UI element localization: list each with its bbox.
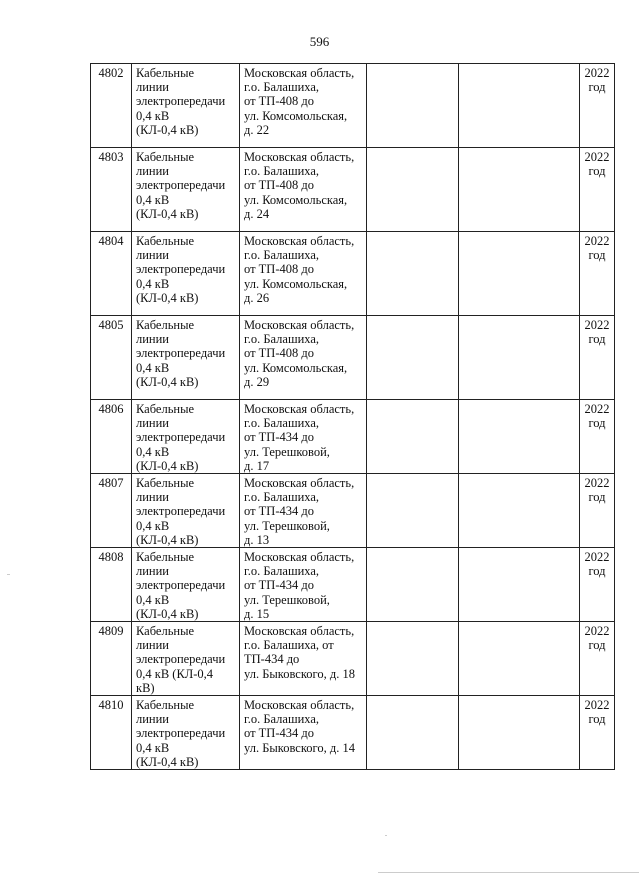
table-row <box>91 64 615 148</box>
year-cell-line: год <box>588 712 606 727</box>
object-name-cell-line: Кабельные <box>136 476 195 491</box>
table-row <box>91 548 615 622</box>
object-name-cell-line: (КЛ-0,4 кВ) <box>136 458 199 473</box>
year-cell-line: 2022 <box>584 550 610 565</box>
row-number-cell: 4805 <box>91 316 132 400</box>
empty-cell <box>459 64 580 148</box>
object-name-cell-line: электропередачи <box>136 94 226 109</box>
address-cell-line: ул. Комсомольская, <box>244 108 348 123</box>
address-cell-line: от ТП-434 до <box>244 726 314 741</box>
year-cell-line: 2022 <box>584 624 610 639</box>
empty-cell <box>459 316 580 400</box>
scan-artifact-dot <box>385 835 387 836</box>
object-name-cell-line: (КЛ-0,4 кВ) <box>136 122 199 137</box>
year-cell <box>580 548 615 622</box>
object-name-cell-line: (КЛ-0,4 кВ) <box>136 606 199 621</box>
year-cell-line: 2022 <box>584 66 610 80</box>
year-cell <box>580 232 615 316</box>
object-name-cell-line: линии <box>136 332 169 347</box>
empty-cell <box>459 696 580 770</box>
object-name-cell-line: Кабельные <box>136 234 195 248</box>
scan-artifact-line <box>378 872 639 873</box>
address-cell-line: ул. Комсомольская, <box>244 192 348 207</box>
empty-cell <box>459 148 580 232</box>
object-name-cell-line: электропередачи <box>136 578 226 593</box>
object-name-cell-line: линии <box>136 248 169 263</box>
object-name-cell-line: линии <box>136 712 169 727</box>
empty-cell <box>459 548 580 622</box>
object-name-cell-line: электропередачи <box>136 504 226 519</box>
object-name-cell-line: линии <box>136 80 169 95</box>
address-cell <box>240 548 367 622</box>
address-cell <box>240 232 367 316</box>
address-cell-line: г.о. Балашиха, <box>244 564 320 579</box>
year-cell-line: 2022 <box>584 476 610 491</box>
row-number-cell: 4809 <box>91 622 132 696</box>
empty-cell <box>367 548 459 622</box>
address-cell-line: д. 26 <box>244 290 270 305</box>
object-name-cell <box>132 696 240 770</box>
table-row <box>91 148 615 232</box>
object-name-cell-line: Кабельные <box>136 66 195 80</box>
row-number-cell: 4806 <box>91 400 132 474</box>
year-cell-line: 2022 <box>584 318 610 332</box>
year-cell-line: год <box>588 638 606 653</box>
object-name-cell-line: 0,4 кВ <box>136 108 170 123</box>
page-number: 596 <box>309 34 330 49</box>
year-cell <box>580 622 615 696</box>
address-cell-line: Московская область, <box>244 476 355 491</box>
address-cell-line: ул. Комсомольская, <box>244 360 348 375</box>
table-row <box>91 400 615 474</box>
object-name-cell-line: электропередачи <box>136 430 226 445</box>
address-cell-line: Московская область, <box>244 624 355 639</box>
scan-artifact-dot <box>7 574 10 575</box>
address-cell-line: ул. Быковского, д. 18 <box>244 666 355 681</box>
table-row <box>91 474 615 548</box>
address-cell-line: Московская область, <box>244 402 355 416</box>
address-cell <box>240 696 367 770</box>
object-name-cell-line: (КЛ-0,4 кВ) <box>136 754 199 769</box>
address-cell-line: г.о. Балашиха, <box>244 416 320 431</box>
address-cell-line: от ТП-408 до <box>244 178 314 193</box>
object-name-cell-line: (КЛ-0,4 кВ) <box>136 374 199 389</box>
address-cell-line: от ТП-434 до <box>244 504 314 519</box>
empty-cell <box>367 64 459 148</box>
year-cell-line: 2022 <box>584 402 610 416</box>
address-cell-line: Московская область, <box>244 150 355 164</box>
row-number-cell: 4808 <box>91 548 132 622</box>
address-cell-line: ул. Быковского, д. 14 <box>244 740 355 755</box>
object-name-cell-line: электропередачи <box>136 726 226 741</box>
row-number-cell: 4810 <box>91 696 132 770</box>
object-name-cell-line: электропередачи <box>136 178 226 193</box>
object-name-cell-line: линии <box>136 416 169 431</box>
object-name-cell-line: 0,4 кВ <box>136 592 170 607</box>
object-name-cell-line: 0,4 кВ <box>136 518 170 533</box>
object-name-cell-line: (КЛ-0,4 кВ) <box>136 290 199 305</box>
address-cell-line: г.о. Балашиха, от <box>244 638 334 653</box>
address-cell-line: Московская область, <box>244 66 355 80</box>
address-cell-line: г.о. Балашиха, <box>244 248 320 263</box>
address-cell <box>240 64 367 148</box>
year-cell-line: год <box>588 490 606 505</box>
object-name-cell-line: линии <box>136 164 169 179</box>
object-name-cell-line: Кабельные <box>136 318 195 332</box>
row-number-cell: 4804 <box>91 232 132 316</box>
table-row <box>91 316 615 400</box>
year-cell-line: год <box>588 164 606 179</box>
year-cell-line: 2022 <box>584 234 610 248</box>
year-cell-line: год <box>588 80 606 95</box>
address-cell <box>240 622 367 696</box>
year-cell <box>580 316 615 400</box>
address-cell-line: Московская область, <box>244 318 355 332</box>
address-cell-line: ул. Терешковой, <box>244 518 330 533</box>
year-cell <box>580 696 615 770</box>
address-cell-line: г.о. Балашиха, <box>244 332 320 347</box>
empty-cell <box>367 316 459 400</box>
registry-table-body <box>91 64 615 770</box>
address-cell-line: от ТП-408 до <box>244 262 314 277</box>
address-cell-line: г.о. Балашиха, <box>244 80 320 95</box>
object-name-cell-line: кВ) <box>136 680 155 695</box>
row-number-cell: 4803 <box>91 148 132 232</box>
object-name-cell-line: 0,4 кВ <box>136 444 170 459</box>
address-cell-line: Московская область, <box>244 550 355 565</box>
address-cell-line: г.о. Балашиха, <box>244 712 320 727</box>
address-cell-line: д. 15 <box>244 606 270 621</box>
object-name-cell-line: 0,4 кВ <box>136 740 170 755</box>
object-name-cell <box>132 148 240 232</box>
table-row <box>91 696 615 770</box>
object-name-cell <box>132 64 240 148</box>
object-name-cell-line: линии <box>136 564 169 579</box>
address-cell-line: от ТП-434 до <box>244 578 314 593</box>
object-name-cell-line: Кабельные <box>136 402 195 416</box>
object-name-cell-line: Кабельные <box>136 550 195 565</box>
row-number-cell: 4807 <box>91 474 132 548</box>
empty-cell <box>367 148 459 232</box>
object-name-cell-line: Кабельные <box>136 698 195 713</box>
address-cell-line: г.о. Балашиха, <box>244 490 320 505</box>
year-cell-line: год <box>588 564 606 579</box>
year-cell <box>580 148 615 232</box>
object-name-cell-line: 0,4 кВ <box>136 360 170 375</box>
year-cell <box>580 400 615 474</box>
year-cell <box>580 64 615 148</box>
object-name-cell-line: линии <box>136 490 169 505</box>
object-name-cell-line: электропередачи <box>136 652 226 667</box>
address-cell-line: ул. Терешковой, <box>244 592 330 607</box>
address-cell <box>240 316 367 400</box>
address-cell-line: г.о. Балашиха, <box>244 164 320 179</box>
empty-cell <box>367 232 459 316</box>
address-cell-line: Московская область, <box>244 234 355 248</box>
object-name-cell <box>132 622 240 696</box>
row-number-cell: 4802 <box>91 64 132 148</box>
address-cell-line: ТП-434 до <box>244 652 300 667</box>
object-name-cell-line: Кабельные <box>136 150 195 164</box>
address-cell-line: ул. Терешковой, <box>244 444 330 459</box>
year-cell-line: год <box>588 332 606 347</box>
address-cell-line: д. 17 <box>244 458 270 473</box>
object-name-cell-line: (КЛ-0,4 кВ) <box>136 532 199 547</box>
address-cell-line: д. 13 <box>244 532 270 547</box>
object-name-cell-line: (КЛ-0,4 кВ) <box>136 206 199 221</box>
empty-cell <box>459 474 580 548</box>
object-name-cell <box>132 474 240 548</box>
empty-cell <box>459 232 580 316</box>
object-name-cell-line: 0,4 кВ <box>136 192 170 207</box>
address-cell-line: от ТП-408 до <box>244 94 314 109</box>
table-row <box>91 232 615 316</box>
address-cell <box>240 400 367 474</box>
object-name-cell-line: Кабельные <box>136 624 195 639</box>
empty-cell <box>459 622 580 696</box>
address-cell-line: д. 24 <box>244 206 270 221</box>
object-name-cell <box>132 316 240 400</box>
year-cell-line: 2022 <box>584 150 610 164</box>
object-name-cell <box>132 232 240 316</box>
empty-cell <box>459 400 580 474</box>
year-cell-line: год <box>588 248 606 263</box>
address-cell-line: д. 22 <box>244 122 270 137</box>
registry-table <box>90 63 615 770</box>
object-name-cell <box>132 400 240 474</box>
empty-cell <box>367 400 459 474</box>
year-cell <box>580 474 615 548</box>
empty-cell <box>367 474 459 548</box>
object-name-cell-line: 0,4 кВ <box>136 276 170 291</box>
object-name-cell-line: 0,4 кВ (КЛ-0,4 <box>136 666 214 681</box>
address-cell-line: Московская область, <box>244 698 355 713</box>
address-cell-line: ул. Комсомольская, <box>244 276 348 291</box>
empty-cell <box>367 622 459 696</box>
object-name-cell-line: линии <box>136 638 169 653</box>
address-cell <box>240 474 367 548</box>
year-cell-line: год <box>588 416 606 431</box>
table-row <box>91 622 615 696</box>
object-name-cell-line: электропередачи <box>136 262 226 277</box>
address-cell-line: от ТП-408 до <box>244 346 314 361</box>
object-name-cell <box>132 548 240 622</box>
object-name-cell-line: электропередачи <box>136 346 226 361</box>
address-cell <box>240 148 367 232</box>
address-cell-line: д. 29 <box>244 374 270 389</box>
year-cell-line: 2022 <box>584 698 610 713</box>
address-cell-line: от ТП-434 до <box>244 430 314 445</box>
empty-cell <box>367 696 459 770</box>
